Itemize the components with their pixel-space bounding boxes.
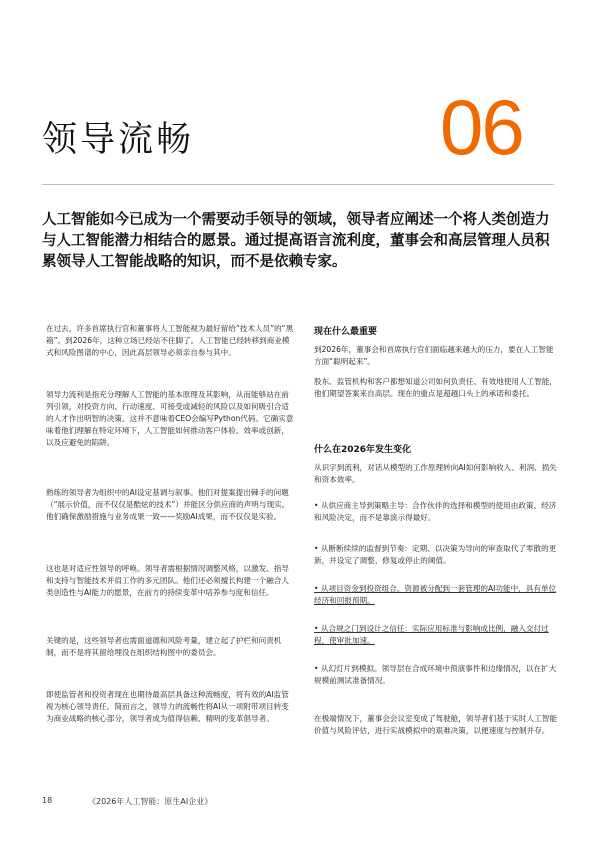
- section-heading-2026: 什么在2026年发生变化: [314, 445, 412, 455]
- right-paragraph-1: 到2026年，董事会和首席执行官们面临越来越大的压力，要在人工智能方面“聪明起来”。: [314, 345, 554, 366]
- footer-title: 《2026年人工智能：原生AI企业》: [88, 797, 213, 806]
- left-paragraph-6: 即使监管者和投资者现在也期待最高层具备这种流畅度，将有效的AI监管视为核心领导责任。简而言之，领导力的流畅性将AI从一项附带项目转变为商业战略的核心部分，领导者成为值得信赖、精明的变革倡导者。: [46, 690, 289, 723]
- page-number: 18: [42, 796, 53, 805]
- right-paragraph-3: 从识字到流利，对话从模型的工作原理转向AI如何影响收入、利润、损失和资本效率。: [314, 463, 557, 484]
- left-paragraph-5: 关键的是，这些领导者也需面道德和风险考量，建立起了护栏和问责机制，而不是将其留给埋没在组织结构图中的委员会。: [46, 636, 282, 657]
- left-paragraph-2: 领导力流利是指充分理解人工智能的基本原理及其影响，从而能够站在前列引领，对投资方向、行动速度、可接受或减轻的风险以及如何吸引合适的人才作出明智的决策。这并不意味着CEO会编写Python代码。它确实意味着他们理解在特定环境下，人工智能如何推动客户体验、效率或创新，以及应避免的陷阱。: [46, 390, 294, 447]
- chapter-number: 06: [440, 83, 523, 171]
- bullet-compliance-to-trust: • 从合规之门到设计之信任：实际应用标准与影响成比例，融入交付过程，使审批加速。: [314, 624, 549, 645]
- right-paragraph-2: 股东、监管机构和客户都想知道公司如何负责任、有效地使用人工智能，他们期望答案来自高层。现在的重点是超越口头上的承诺和委托。: [314, 377, 557, 398]
- bullet-vendor-to-strategy: • 从供应商主导到策略主导：合作伙伴的选择和模型的使用由政策、经济和风险决定，而不是靠演示得最好。: [314, 501, 557, 522]
- left-paragraph-3: 熟练的领导者为组织中的AI设定基调与叙事。他们对提案提出棘手的问题（“展示价值，而不仅仅是酷炫的技术”）并能区分供应商的声明与现实。他们确保激励措施与业务成果一致——奖励AI成果，而不仅仅是实验。: [46, 488, 290, 521]
- section-heading-now: 现在什么最重要: [314, 327, 378, 337]
- left-paragraph-1: 在过去，许多首席执行官和董事将人工智能视为最好留给“技术人员”的“黑箱”。到2026年，这种立场已经站不住脚了。人工智能已经转移到商业模式和风险图谱的中心，因此高层领导必须亲自参与其中。: [46, 324, 294, 357]
- lead-paragraph: 人工智能如今已成为一个需要动手领导的领域，领导者应阐述一个将人类创造力与人工智能潜力相结合的愿景。通过提高语言流利度，董事会和高层管理人员积累领导人工智能战略的知识，而不是依赖专家。: [42, 212, 550, 270]
- left-paragraph-4: 这也是对适应性领导的呼唤。领导者需根据情况调整风格，以激发、指导和支持与智能技术并肩工作的多元团队。他们还必须擅长构建一个融合人类创造性与AI能力的愿景，在前方的持续变革中培养参与度和信任。: [46, 564, 289, 597]
- divider: [42, 184, 554, 185]
- right-paragraph-4: 在极端情况下，董事会会议室变成了驾驶舱，领导者们基于实时人工智能价值与风险评估，进行实战模拟中的艰难决策，以便速度与控制并存。: [314, 714, 557, 735]
- chapter-title: 领导流畅: [42, 120, 195, 160]
- bullet-oversight-to-cadence: • 从断断续续的监督到节奏：定期、以决策为导向的审查取代了零散的更新，并设定了调整、修复或停止的阈值。: [314, 544, 557, 565]
- bullet-slides-to-simulation: • 从幻灯片到模拟。领导层在合成环境中预演事件和边缘情况，以在扩大规模前测试准备情况。: [314, 664, 557, 685]
- bullet-project-to-portfolio: • 从项目资金到投资组合。资源被分配到一套管理的AI功能中，具有单位经济和回报预期。: [314, 584, 557, 605]
